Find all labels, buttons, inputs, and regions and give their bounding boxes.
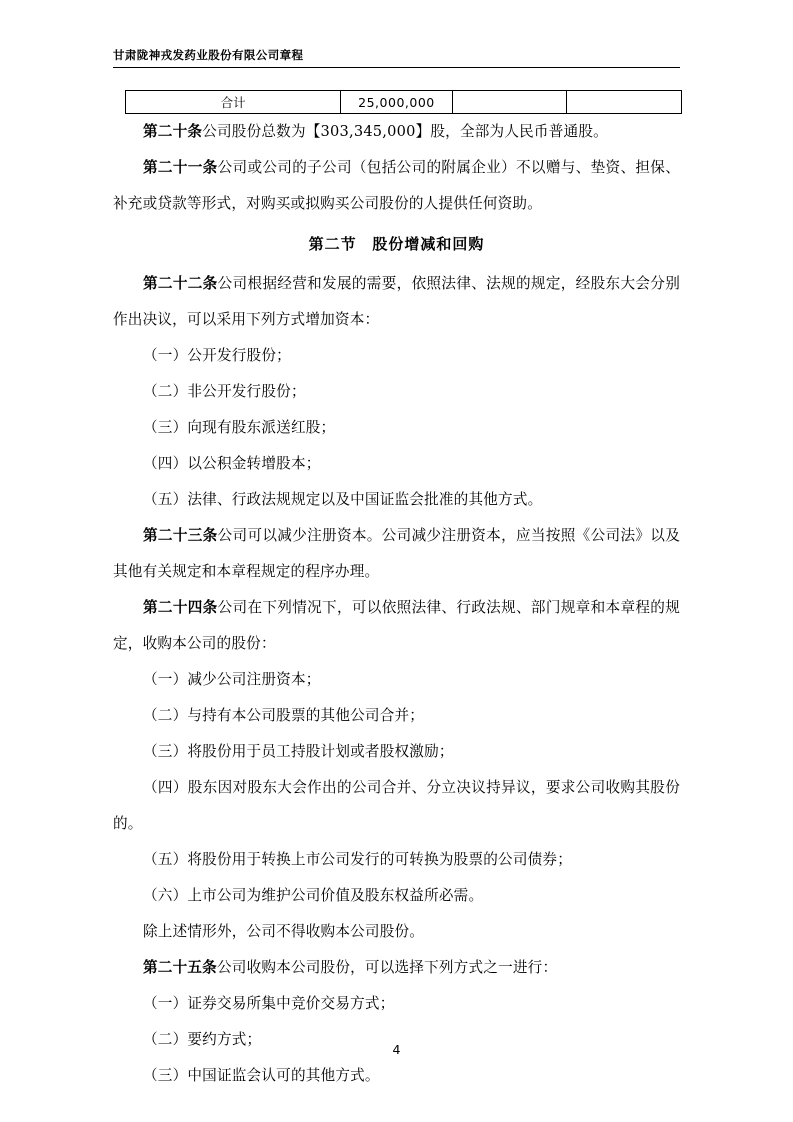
article-24 [113, 590, 680, 662]
article-23 [113, 518, 680, 590]
article-22-item-1: （一）公开发行股份； [143, 347, 291, 364]
article-25-item-1: （一）证券交易所集中竞价交易方式； [143, 995, 395, 1012]
section-heading [113, 222, 680, 266]
article-25-text: 公司收购本公司股份，可以选择下列方式之一进行： [216, 959, 558, 976]
article-20-text: 公司股份总数为【303,345,000】股，全部为人民币普通股。 [202, 123, 608, 140]
page-content [113, 47, 680, 1094]
article-25 [113, 950, 680, 986]
article-22-item-2: （二）非公开发行股份； [143, 383, 306, 400]
table-cell-amount: 25,000,000 [341, 91, 453, 114]
article-25-item-3: （三）中国证监会认可的其他方式。 [143, 1067, 380, 1084]
article-24-item-3: （三）将股份用于员工持股计划或者股权激励； [143, 743, 454, 760]
table-row [126, 91, 682, 114]
share-total-table [125, 90, 682, 114]
article-21-text: 公司或公司的子公司（包括公司的附属企业）不以赠与、垫资、担保、补充或贷款等形式，对购买或拟购买公司股份的人提供任何资助。 [113, 159, 680, 212]
section-number: 第二节 [308, 235, 357, 253]
article-22 [113, 266, 680, 338]
article-20-label: 第二十条 [143, 123, 203, 140]
article-25-item-2: （二）要约方式； [143, 1031, 262, 1048]
section-name: 股份增减和回购 [372, 235, 485, 253]
article-22-text: 公司根据经营和发展的需要，依照法律、法规的规定，经股东大会分别作出决议，可以采用下列方式增加资本： [113, 275, 680, 328]
article-23-label: 第二十三条 [143, 527, 218, 544]
table-cell-col4 [567, 91, 682, 114]
page-header: 甘肃陇神戎发药业股份有限公司章程 [113, 47, 680, 68]
article-24-item-1: （一）减少公司注册资本； [143, 671, 321, 688]
article-25-label: 第二十五条 [143, 959, 217, 976]
table-cell-col3 [452, 91, 567, 114]
article-20 [113, 114, 680, 150]
article-24-item-2: （二）与持有本公司股票的其他公司合并； [143, 707, 425, 724]
article-22-item-5: （五）法律、行政法规规定以及中国证监会批准的其他方式。 [143, 491, 543, 508]
article-24-text: 公司在下列情况下，可以依照法律、行政法规、部门规章和本章程的规定，收购本公司的股份： [113, 599, 680, 652]
article-22-label: 第二十二条 [143, 275, 218, 292]
table-cell-label: 合计 [126, 91, 341, 114]
article-24-tail: 除上述情形外，公司不得收购本公司股份。 [143, 923, 425, 940]
article-21 [113, 150, 680, 222]
article-21-label: 第二十一条 [143, 159, 218, 176]
article-23-text: 公司可以减少注册资本。公司减少注册资本，应当按照《公司法》以及其他有关规定和本章程规定的程序办理。 [113, 527, 680, 580]
article-24-item-6: （六）上市公司为维护公司价值及股东权益所必需。 [143, 887, 484, 904]
article-24-item-4: （四）股东因对股东大会作出的公司合并、分立决议持异议，要求公司收购其股份的。 [113, 779, 680, 832]
article-22-item-4: （四）以公积金转增股本； [143, 455, 321, 472]
article-22-item-3: （三）向现有股东派送红股； [143, 419, 336, 436]
page-number: 4 [392, 1042, 401, 1057]
article-24-label: 第二十四条 [143, 599, 218, 616]
article-24-item-5: （五）将股份用于转换上市公司发行的可转换为股票的公司债券； [143, 851, 573, 868]
